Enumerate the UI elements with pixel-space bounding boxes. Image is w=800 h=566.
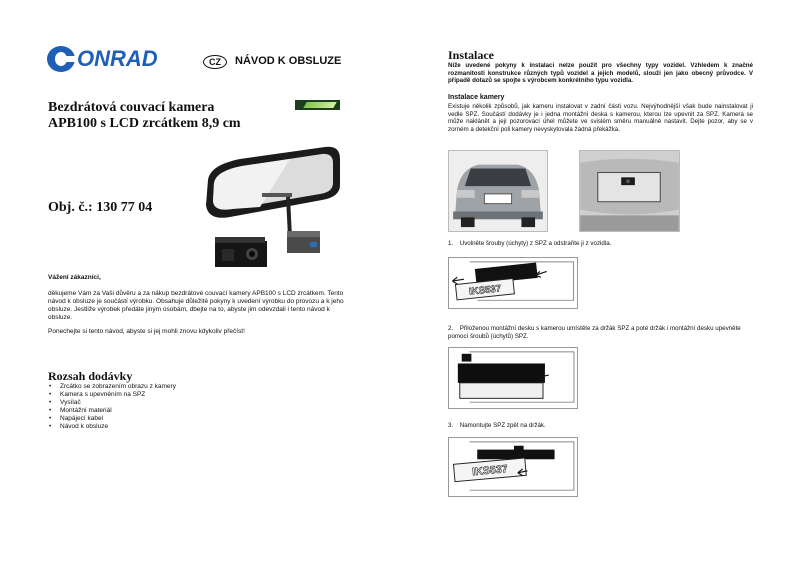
- step-1: [448, 240, 753, 248]
- conrad-logo: [47, 44, 158, 74]
- plate-text: IKS537: [468, 283, 502, 298]
- step-number: 1.: [448, 240, 454, 247]
- list-item: • Montážní materiál: [48, 407, 248, 415]
- keep-manual-note: Ponechejte si tento návod, abyste si jej mohli znovu kdykoliv přečíst!: [48, 328, 245, 335]
- step-text: Uvolněte šrouby (úchyty) z SPZ a odstraňte ji z vozidla.: [459, 240, 612, 247]
- conformity-badge: [295, 100, 340, 110]
- list-item: • Zrcátko se zobrazením obrazu z kamery: [48, 383, 248, 391]
- mirror-image: [206, 147, 340, 218]
- step-2: [448, 325, 753, 340]
- step-text: Přiloženou montážní desku s kamerou umístěte za držák SPZ a poté držák i montážní desku upevněte pomocí šroubů (úchytů) SPZ.: [448, 325, 741, 340]
- step-text: Namontujte SPZ zpět na držák.: [459, 422, 546, 429]
- list-item: • Návod k obsluze: [48, 423, 248, 431]
- remove-plate-diagram: [448, 257, 578, 309]
- product-title-line2: APB100 s LCD zrcátkem 8,9 cm: [48, 116, 241, 131]
- logo-c-mark: [47, 46, 75, 72]
- language-badge: CZ: [203, 55, 227, 69]
- list-item: • Napájecí kabel: [48, 415, 248, 423]
- plate-reinstalled-diagram: [448, 437, 578, 497]
- camera-install-text: Existuje několik způsobů, jak kameru instalovat v zadní části vozu. Nejvýhodnější však bude nainstalovat ji vedle SPZ. Součástí dodávky je i jedna montážní deska s kamerou, kterou lze upevnit za SPZ. Kamera se může naklánět a její pozorovací úhel můžete ve svislém směru manuálně nastavit. Dejte pozor, aby se v zorném a detekční poli kamery nevyskytovala žádná překážka.: [448, 103, 753, 133]
- step-number: 2.: [448, 325, 454, 332]
- list-item: • Kamera s upevněním na SPZ: [48, 391, 248, 399]
- product-title-line1: Bezdrátová couvací kamera: [48, 100, 215, 115]
- plate-text: IKS537: [471, 463, 509, 479]
- list-item: • Vysílač: [48, 399, 248, 407]
- mount-bracket-diagram: [448, 347, 578, 409]
- installation-intro: Níže uvedené pokyny k instalaci nelze použít pro všechny typy vozidel. Vzhledem k značné rozmanitosti konstrukce různých typů vozidel a jejich modelů, slouží jen jako obecný průvodce. V případě dotazů se spojte s výrobcem konkrétního typu vozidla.: [448, 62, 753, 85]
- product-title: [48, 100, 268, 132]
- scope-list: [48, 383, 248, 431]
- greeting: Vážení zákazníci,: [48, 274, 101, 281]
- manual-title: NÁVOD K OBSLUZE: [235, 55, 342, 67]
- order-number: Obj. č.: 130 77 04: [48, 200, 153, 215]
- product-photo: [200, 145, 345, 275]
- intro-paragraph: děkujeme Vám za Vaši důvěru a za nákup bezdrátové couvací kamery APB100 s LCD zrcátkem. Tento návod k obsluze je součástí výrobku. Obsahuje důležité pokyny k uvedení výrobku do provozu a k jeho obsluze. Jestliže výrobek předáte jiným osobám, dbejte na to, abyste jim odevzdali i tento návod k obsluze.: [48, 290, 344, 321]
- camera-image: [215, 237, 267, 267]
- logo-text: ONRAD: [77, 46, 158, 71]
- step-3: [448, 422, 753, 430]
- camera-install-title: Instalace kamery: [448, 94, 505, 101]
- car-rear-photo: [448, 150, 548, 232]
- plate-camera-photo: [579, 150, 680, 232]
- scope-title: Rozsah dodávky: [48, 369, 133, 383]
- step-number: 3.: [448, 422, 454, 429]
- installation-title: Instalace: [448, 48, 494, 62]
